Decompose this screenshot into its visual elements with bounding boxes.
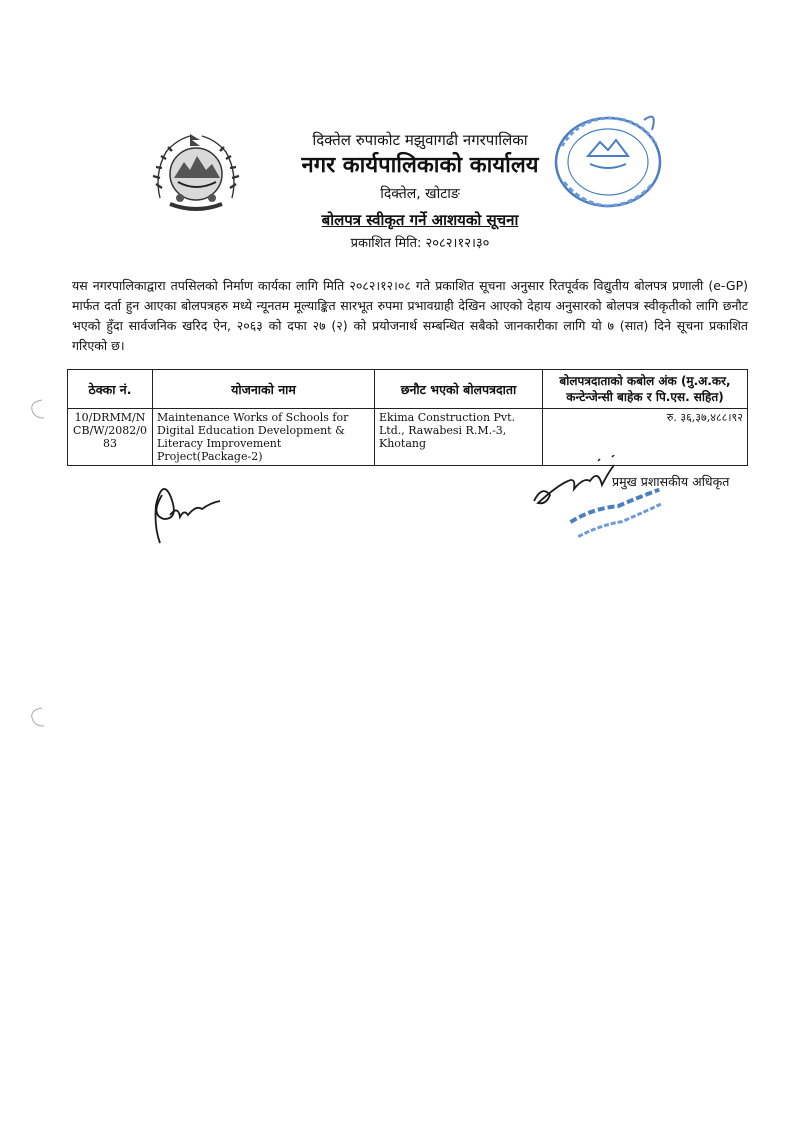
nepal-emblem-icon [150, 128, 242, 220]
name-stamp-icon [565, 488, 675, 548]
notice-body: यस नगरपालिकाद्वारा तपसिलको निर्माण कार्यका लागि मिति २०८२।१२।०८ गते प्रकाशित सूचना अनुसार रितपूर्वक विद्युतीय बोलपत्र प्रणाली (e-GP) मार्फत दर्ता हुन आएका बोलपत्रहरु मध्ये न्यूनतम मूल्याङ्कित सारभूत रुपमा प्रभावग्राही देखिन आएको देहाय अनुसारको बोलपत्र स्वीकृतीको लागि छनौट भएको हुँदा सार्वजनिक खरिद ऐन, २०६३ को दफा २७ (२) को प्रयोजनार्थ सम्बन्धित सबैको जानकारीका लागि यो ७ (सात) दिने सूचना प्रकाशित गरिएको छ। [72, 278, 748, 353]
header-project-name: योजनाको नाम [153, 370, 375, 409]
punch-hole-icon [28, 398, 48, 420]
published-date: प्रकाशित मिति: २०८२।१२।३० [350, 236, 490, 251]
letterhead [240, 130, 600, 253]
cell-bid-amount: रु. ३६,३७,४८८।९२ [543, 409, 748, 466]
header-bid-amount: बोलपत्रदाताको कबोल अंक (मु.अ.कर, कन्टेन्जेन्सी बाहेक र पि.एस. सहित) [543, 370, 748, 409]
left-signature-icon [140, 475, 230, 545]
header-contract-no: ठेक्का नं. [68, 370, 153, 409]
cell-bidder: Ekima Construction Pvt. Ltd., Rawabesi R.M.-3, Khotang [375, 409, 543, 466]
cell-contract-no: 10/DRMM/NCB/W/2082/083 [68, 409, 153, 466]
table-row [68, 409, 748, 466]
office-name: नगर कार्यपालिकाको कार्यालय [301, 153, 539, 178]
notice-title: बोलपत्र स्वीकृत गर्ने आशयको सूचना [321, 211, 519, 229]
municipality-name: दिक्तेल रुपाकोट मझुवागढी नगरपालिका [312, 131, 528, 149]
table-header-row [68, 370, 748, 409]
cell-project-name: Maintenance Works of Schools for Digital Education Development & Literacy Improvement Project(Package-2) [153, 409, 375, 466]
office-location: दिक्तेल, खोटाङ [380, 186, 460, 202]
header-selected-bidder: छनौट भएको बोलपत्रदाता [375, 370, 543, 409]
signatory-title: प्रमुख प्रशासकीय अधिकृत [612, 474, 730, 489]
punch-hole-icon [28, 706, 48, 728]
tender-table [67, 369, 748, 466]
